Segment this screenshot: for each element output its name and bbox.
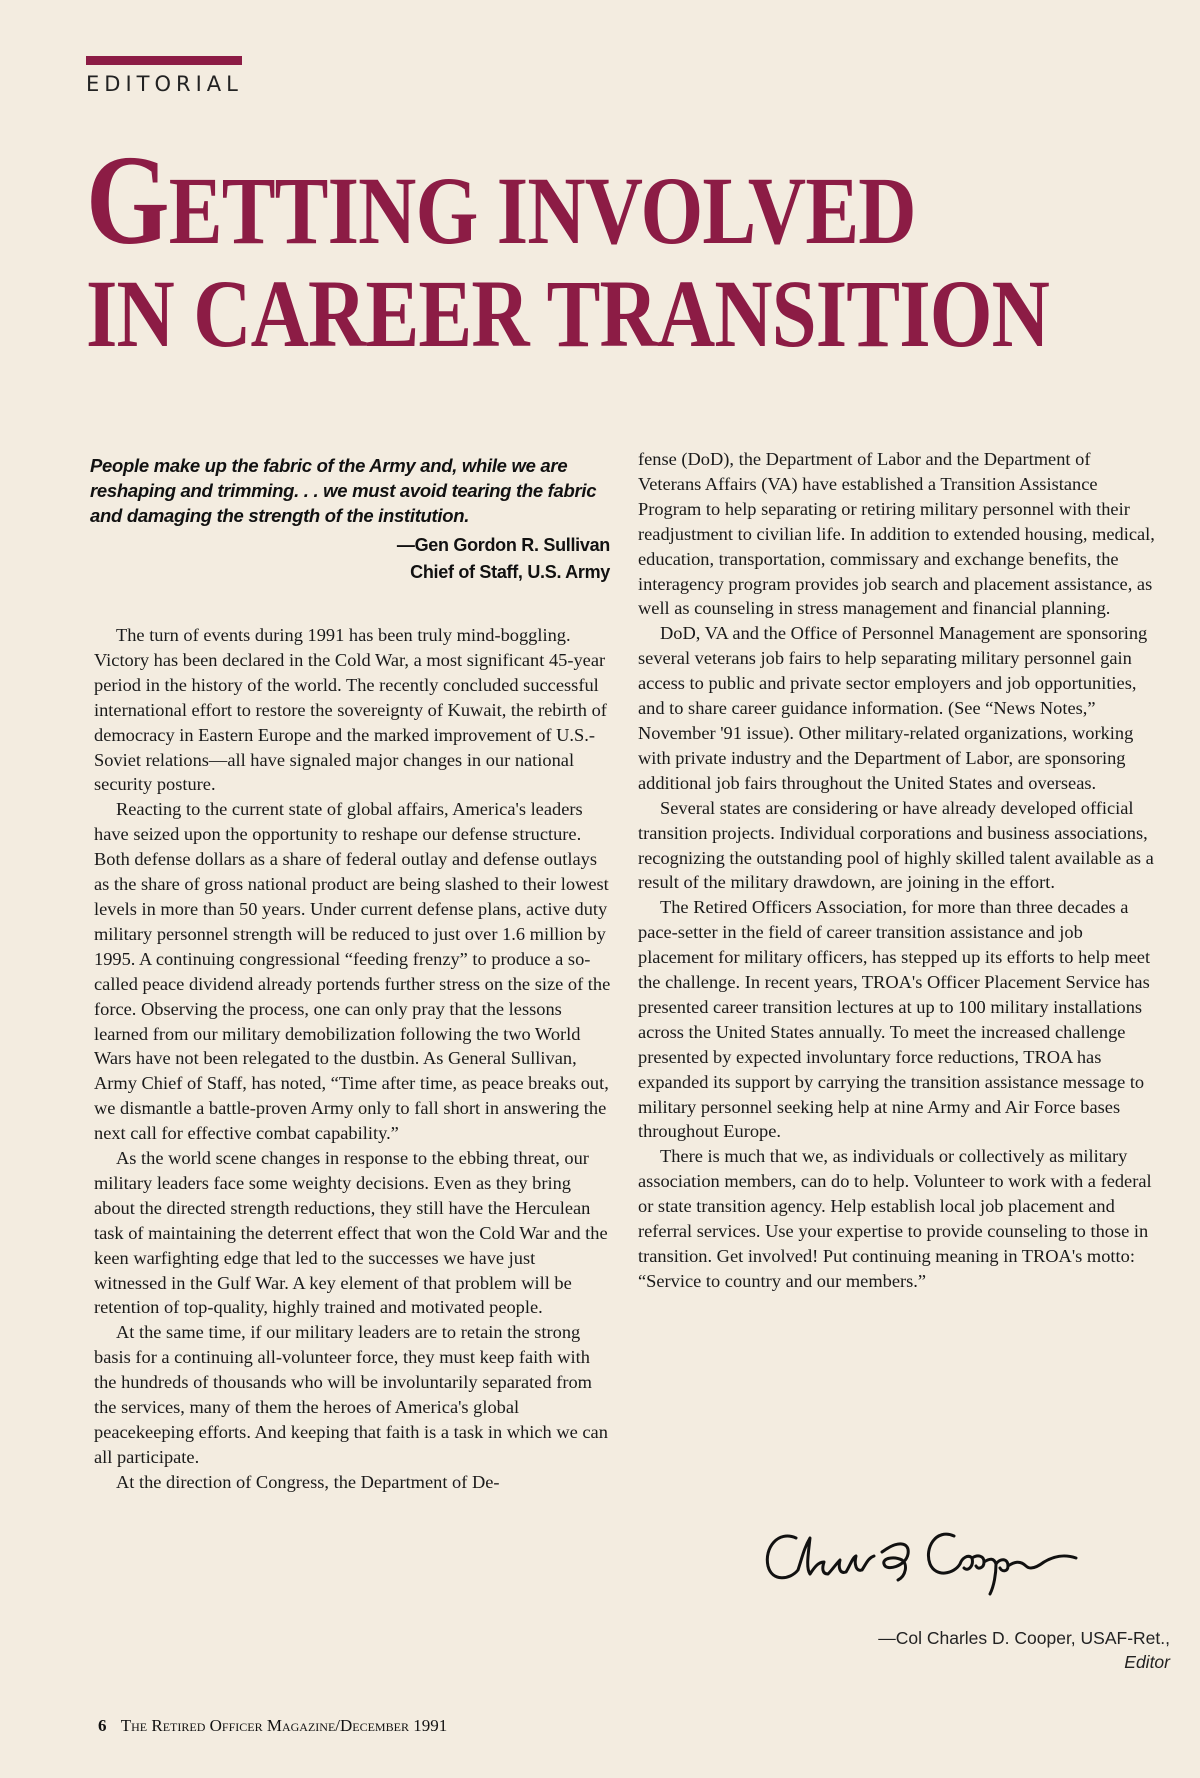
body-paragraph: Several states are considering or have already developed official transition projects. Individual corporations and business associations, recognizing the outstanding pool of highly skilled talent available as a result of the military drawdown, are joining in the effort. — [638, 797, 1154, 893]
body-paragraph: The turn of events during 1991 has been truly mind-boggling. Victory has been declared in the Cold War, a most significant 45-year period in the history of the world. The recently concluded successful international effort to restore the sovereignty of Kuwait, the rebirth of democracy in Eastern Europe and the marked improvement of U.S.-Soviet relations—all have signaled major changes in our national security posture. — [94, 625, 607, 795]
body-paragraph: As the world scene changes in response to the ebbing threat, our military leaders face some weighty decisions. Even as they bring about the directed strength reductions, they still have the Herculean task of maintaining the deterrent effect that won the Cold War and the keen warfighting edge that led to the successes we have just witnessed in the Gulf War. A key element of that problem will be retention of top-quality, highly trained and motivated people. — [94, 1148, 608, 1318]
body-paragraph: There is much that we, as individuals or collectively as military association members, can do to help. Volunteer to work with a federal or state transition agency. Help establish local job placement and referral services. Use your expertise to provide counseling to those in transition. Get involved! Put continuing meaning in TROA's motto: “Service to country and our members.” — [638, 1146, 1152, 1291]
publication-line: The Retired Officer Magazine/December 1991 — [120, 1716, 448, 1735]
headline-line-1-rest: ETTING INVOLVED — [168, 157, 916, 264]
body-paragraph: The Retired Officers Association, for more than three decades a pace-setter in the field of career transition assistance and job placement for military officers, has stepped up its efforts to help meet the challenge. In recent years, TROA's Officer Placement Service has presented career transition lectures at up to 100 military installations across the United States annually. To meet the increased challenge presented by expected involuntary force reductions, TROA has expanded its support by carrying the transition assistance message to military personnel seeking help at nine Army and Air Force bases throughout Europe. — [638, 897, 1151, 1142]
section-label: EDITORIAL — [86, 72, 243, 96]
section-rule — [86, 56, 242, 65]
headline-line-2: IN CAREER TRANSITION — [86, 260, 1050, 367]
headline — [86, 129, 1050, 367]
signoff-name: —Col Charles D. Cooper, USAF-Ret., — [878, 1628, 1170, 1648]
body-column-left — [94, 623, 612, 1495]
signoff-title: Editor — [1124, 1652, 1170, 1672]
body-paragraph: DoD, VA and the Office of Personnel Management are sponsoring several veterans job fairs to help separating military personnel gain access to public and private sector employers and job opportunities, and to share career guidance information. (See “News Notes,” November '91 issue). Other military-related organizations, working with private industry and the Department of Labor, are sponsoring additional job fairs throughout the United States and overseas. — [638, 623, 1148, 793]
attribution-name: —Gen Gordon R. Sullivan — [396, 535, 610, 555]
epigraph-quote: People make up the fabric of the Army and, while we are reshaping and trimming. . . we must avoid tearing the fabric and damaging the strength of the institution. — [90, 455, 597, 526]
body-paragraph: At the direction of Congress, the Department of De- — [116, 1471, 500, 1492]
body-column-right — [638, 447, 1158, 1294]
page-number: 6 — [98, 1716, 107, 1735]
body-paragraph: At the same time, if our military leaders are to retain the strong basis for a continuing all-volunteer force, they must keep faith with the hundreds of thousands who will be involuntarily separated from the services, many of them the heroes of America's global peacekeeping efforts. And keeping that faith is a task in which we can all participate. — [94, 1322, 608, 1467]
attribution-title: Chief of Staff, U.S. Army — [410, 562, 610, 582]
headline-line-1 — [86, 129, 926, 271]
epigraph-attribution — [200, 532, 610, 586]
page-footer — [98, 1716, 447, 1736]
headline-drop-cap: G — [86, 129, 169, 271]
body-paragraph: Reacting to the current state of global affairs, America's leaders have seized upon the opportunity to reshape our defense structure. Both defense dollars as a share of federal outlay and defense outlays as the share of gross national product are being slashed to their lowest levels in more than 50 years. Under current defense plans, active duty military personnel strength will be reduced to just over 1.6 million by 1995. A continuing congressional “feeding frenzy” to produce a so-called peace dividend already portends further stress on the size of the force. Observing the process, one can only pray that the lessons learned from our military demobilization following the two World Wars have not been relegated to the dustbin. As General Sullivan, Army Chief of Staff, has noted, “Time after time, as peace breaks out, we dismantle a battle-proven Army only to fall short in answering the next call for effective combat capability.” — [94, 799, 611, 1144]
handwritten-signature — [758, 1508, 1088, 1598]
body-paragraph-continued: fense (DoD), the Department of Labor and the Department of Veterans Affairs (VA) have established a Transition Assistance Program to help separating or retiring military personnel with their readjustment to civilian life. In addition to extended housing, medical, education, transportation, commissary and exchange benefits, the interagency program provides job search and placement assistance, as well as counseling in stress management and financial planning. — [638, 449, 1155, 619]
